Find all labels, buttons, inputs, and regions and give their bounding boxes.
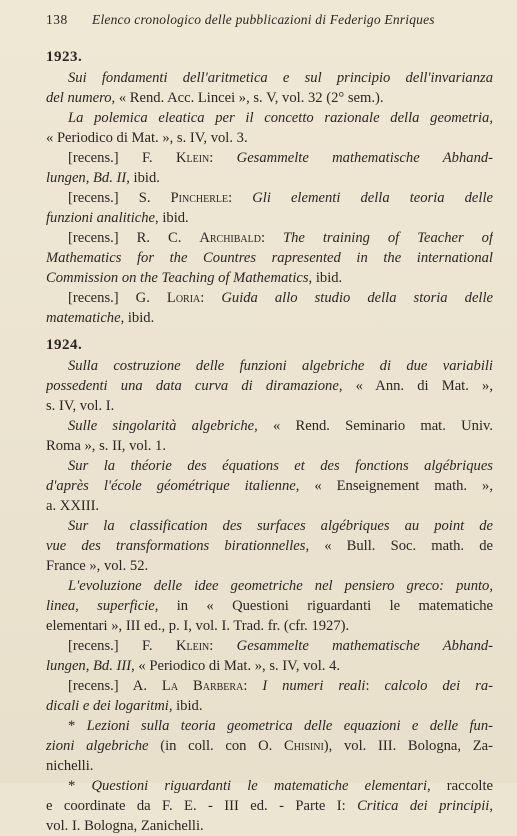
text-line xyxy=(46,796,493,816)
italic-title-text: del numero xyxy=(46,90,112,106)
text-line xyxy=(46,128,493,148)
author-name: Klein xyxy=(175,150,210,166)
text-line xyxy=(46,556,493,576)
text-line xyxy=(46,416,493,436)
citation-text: : xyxy=(200,290,222,306)
text-line xyxy=(46,756,493,776)
text-line xyxy=(46,88,493,108)
text-line xyxy=(46,268,493,288)
italic-title-text: Sulla costruzione delle funzioni algebriche di due variabili xyxy=(68,358,493,374)
text-line xyxy=(46,168,493,188)
italic-title-text: Gli elementi della teoria delle xyxy=(252,190,493,206)
citation-text: ), vol. III. Bologna, Za- xyxy=(323,738,493,754)
text-line xyxy=(46,516,493,536)
citation-text: : xyxy=(209,638,237,654)
italic-title-text: I numeri reali xyxy=(262,678,366,694)
italic-title-text: Sur la théorie des équations et des fonctions algébriques xyxy=(68,458,493,474)
citation-text: s. IV, vol. I. xyxy=(46,398,115,414)
citation-text: : xyxy=(209,150,237,166)
citation-text: vol. I. Bologna, Zanichelli. xyxy=(46,818,204,834)
italic-title-text: Gesammelte mathematische Abhand- xyxy=(236,638,493,654)
italic-title-text: Guida allo studio della storia delle xyxy=(221,290,493,306)
citation-text: e coordinate da F. E. - III ed. - Parte I: xyxy=(46,798,358,814)
text-line xyxy=(46,208,493,228)
page-number: 138 xyxy=(46,12,68,27)
text-line xyxy=(46,456,493,476)
text-line xyxy=(46,436,493,456)
running-head xyxy=(46,12,493,42)
text-line xyxy=(46,356,493,376)
citation-text: , « Ann. di Mat. », xyxy=(338,378,493,394)
year-heading: 1924. xyxy=(46,337,83,353)
text-line xyxy=(46,636,493,656)
citation-text: , ibid. xyxy=(126,170,160,186)
italic-title-text: The training of Teacher of xyxy=(283,230,493,246)
author-name: Klein xyxy=(175,638,210,654)
citation-text: a. XXIII. xyxy=(46,498,100,514)
running-title: Elenco cronologico delle pubblicazioni di Federigo Enriques xyxy=(92,12,435,27)
citation-text: France », vol. 52. xyxy=(46,558,149,574)
text-line xyxy=(46,496,493,516)
citation-text: « Periodico di Mat. », s. IV, vol. 3. xyxy=(46,130,248,146)
italic-title-text: linea, superficie xyxy=(46,598,155,614)
text-line xyxy=(46,308,493,328)
citation-text: , raccolte xyxy=(427,778,493,794)
italic-title-text: Sui fondamenti dell'aritmetica e sul principio dell'invarianza xyxy=(68,70,493,86)
text-line xyxy=(46,596,493,616)
citation-text: [recens.] F. xyxy=(68,638,176,654)
text-line xyxy=(46,396,493,416)
bibliography-text xyxy=(46,46,493,836)
italic-title-text: Sulle singolarità algebriche xyxy=(68,418,255,434)
citation-text: , « Rend. Acc. Lincei », s. V, vol. 32 (2° sem.). xyxy=(111,90,384,106)
citation-text: [recens.] F. xyxy=(68,150,176,166)
italic-title-text: Commission on the Teaching of Mathematics xyxy=(46,270,309,286)
citation-text: Roma », s. II, vol. 1. xyxy=(46,438,166,454)
italic-title-text: dicali e dei logaritmi xyxy=(46,698,169,714)
citation-text: , « Bull. Soc. math. de xyxy=(305,538,493,554)
text-line xyxy=(46,656,493,676)
author-name: Loria xyxy=(166,290,201,306)
italic-title-text: Sur la classification des surfaces algébriques au point de xyxy=(68,518,493,534)
text-line xyxy=(46,616,493,636)
citation-text: , ibid. xyxy=(308,270,343,286)
citation-text: [recens.] S. xyxy=(68,190,171,206)
italic-title-text: Questioni riguardanti le matematiche elementari xyxy=(91,778,428,794)
italic-title-text: matematiche xyxy=(46,310,121,326)
citation-text: : xyxy=(365,678,385,694)
italic-title-text: calcolo dei ra- xyxy=(384,678,493,694)
citation-text: , « Rend. Seminario mat. Univ. xyxy=(254,418,493,434)
citation-text: [recens.] G. xyxy=(68,290,167,306)
author-name: Pincherle xyxy=(170,190,229,206)
author-name: Archibald xyxy=(199,230,261,246)
italic-title-text: Mathematics for the Countres rapresented in the international xyxy=(46,250,493,266)
italic-title-text: Critica dei principii xyxy=(357,798,490,814)
citation-text: , in « Questioni riguardanti le matematiche xyxy=(154,598,493,614)
citation-text: nichelli. xyxy=(46,758,94,774)
citation-text: : xyxy=(260,230,284,246)
citation-text: [recens.] R. C. xyxy=(68,230,200,246)
citation-text: : xyxy=(228,190,253,206)
text-line xyxy=(46,228,493,248)
citation-text: elementari », III ed., p. I, vol. I. Trad. fr. (cfr. 1927). xyxy=(46,618,350,634)
text-line xyxy=(46,248,493,268)
italic-title-text: L'evoluzione delle idee geometriche nel pensiero greco: punto, xyxy=(68,578,493,594)
text-line xyxy=(46,676,493,696)
italic-title-text: La polemica eleatica per il concetto razionale della geometria, xyxy=(68,110,493,126)
text-line xyxy=(46,716,493,736)
citation-text: , xyxy=(489,798,493,814)
italic-title-text: possedenti una data curva di diramazione xyxy=(46,378,339,394)
italic-title-text: zioni algebriche xyxy=(46,738,149,754)
text-line xyxy=(46,188,493,208)
citation-text: , ibid. xyxy=(120,310,155,326)
text-line xyxy=(46,736,493,756)
text-line xyxy=(46,148,493,168)
citation-text: , ibid. xyxy=(155,210,189,226)
author-name: Chisini xyxy=(284,738,324,754)
italic-title-text: Gesammelte mathematische Abhand- xyxy=(236,150,493,166)
citation-text: (in coll. con O. xyxy=(148,738,285,754)
text-line xyxy=(46,476,493,496)
italic-title-text: funzioni analitiche xyxy=(46,210,156,226)
text-line xyxy=(46,108,493,128)
text-line xyxy=(46,816,493,836)
text-line xyxy=(46,376,493,396)
citation-text: * xyxy=(68,778,92,794)
italic-title-text: lungen, Bd. III xyxy=(46,658,132,674)
italic-title-text: vue des transformations birationnelles xyxy=(46,538,306,554)
citation-text: , « Enseignement math. », xyxy=(295,478,493,494)
text-line xyxy=(46,776,493,796)
citation-text: [recens.] A. xyxy=(68,678,162,694)
text-line xyxy=(46,696,493,716)
citation-text: : xyxy=(243,678,263,694)
year-heading: 1923. xyxy=(46,49,83,65)
text-line xyxy=(46,288,493,308)
italic-title-text: d'après l'école géométrique italienne xyxy=(46,478,296,494)
text-line xyxy=(46,536,493,556)
citation-text: * xyxy=(68,718,87,734)
text-line xyxy=(46,68,493,88)
italic-title-text: lungen, Bd. II xyxy=(46,170,127,186)
citation-text: , « Periodico di Mat. », s. IV, vol. 4. xyxy=(131,658,341,674)
text-line xyxy=(46,576,493,596)
italic-title-text: Lezioni sulla teoria geometrica delle equazioni e delle fun- xyxy=(86,718,493,734)
author-name: La Barbera xyxy=(161,678,244,694)
citation-text: , ibid. xyxy=(168,698,203,714)
